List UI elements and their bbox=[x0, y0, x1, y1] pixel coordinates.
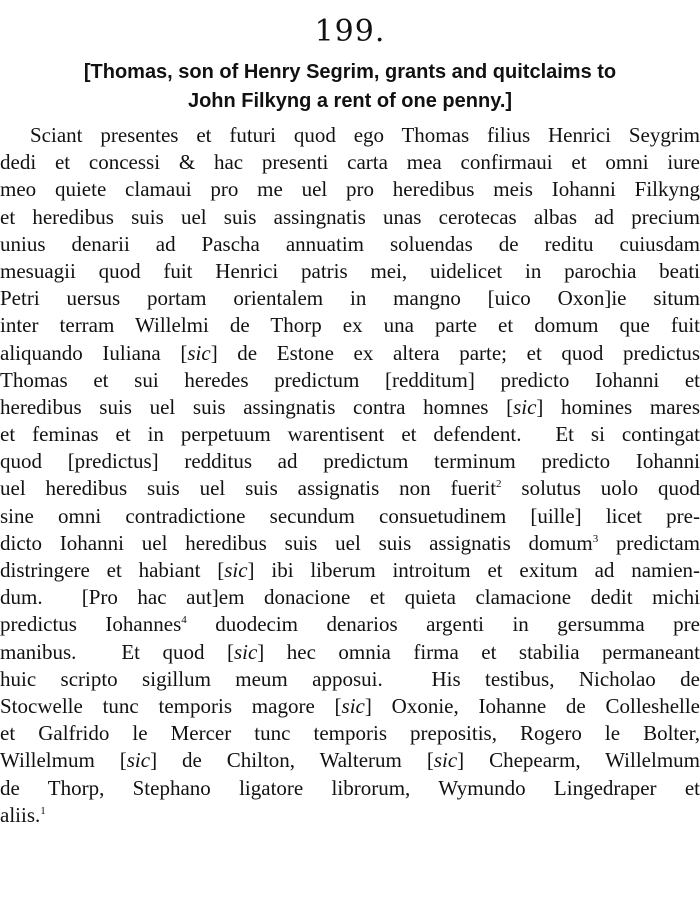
text-line: quod [predictus] redditus ad predictum terminum predicto Iohanni bbox=[0, 449, 700, 474]
heading-line: John Filkyng a rent of one penny.] bbox=[187, 90, 513, 112]
text-line: Thomas et sui heredes predictum [redditum] predicto Iohanni et bbox=[0, 367, 700, 392]
text-line: sine omni contradictione secundum consuetudinem [uille] licet pre- bbox=[0, 503, 700, 528]
text-line: et heredibus suis uel suis assingnatis unas cerotecas albas ad precium bbox=[0, 204, 700, 229]
text-line: Petri uersus portam orientalem in mangno [uico Oxon]ie situm bbox=[0, 286, 700, 311]
sic-mark: sic bbox=[224, 558, 248, 582]
text-line: inter terram Willelmi de Thorp ex una parte et domum que fuit bbox=[0, 313, 700, 338]
text-line: et feminas et in perpetuum warentisent et defendent. Et si contingat bbox=[0, 422, 700, 447]
text-line: huic scripto sigillum meum apposui. His testibus, Nicholao de bbox=[0, 666, 700, 691]
sic-mark: sic bbox=[513, 394, 537, 419]
sic-mark: sic bbox=[187, 340, 211, 365]
text-line: dedi et concessi & hac presenti carta mea confirmaui et omni iure bbox=[0, 150, 700, 175]
text-line: de Thorp, Stephano ligatore librorum, Wymundo Lingedraper et bbox=[0, 775, 700, 800]
text-line: dicto Iohanni uel heredibus suis uel suis assignatis domum$^3$ predictam bbox=[0, 530, 700, 555]
text-line: Willelmum [sic] de Chilton, Walterum [sic] Chepearm, Willelmum bbox=[0, 748, 700, 773]
footnote-marker: 2 bbox=[496, 478, 502, 491]
text-line: uel heredibus suis uel suis assignatis non fuerit$^2$ solutus uolo quod bbox=[0, 476, 700, 501]
text-line: heredibus suis uel suis assingnatis contra homnes [sic] homines mares bbox=[0, 394, 700, 419]
text-line: unius denarii ad Pascha annuatim soluendas de reditu cuiusdam bbox=[0, 231, 700, 256]
sic-mark: sic bbox=[433, 748, 458, 773]
heading-line: [Thomas, son of Henry Segrim, grants and quitclaims to bbox=[83, 61, 617, 83]
page-number: 199. bbox=[314, 14, 386, 49]
text-line: predictus Iohannes$^4$ duodecim denarios argenti in gersumma pre bbox=[0, 612, 700, 637]
text-line: meo quiete clamaui pro me uel pro heredibus meis Iohanni Filkyng bbox=[0, 177, 700, 202]
footnote-marker: 1 bbox=[40, 804, 46, 817]
footnote-marker: 4 bbox=[181, 614, 187, 627]
sic-mark: sic bbox=[341, 693, 365, 718]
text-line: aliquando Iuliana [sic] de Estone ex altera parte; et quod predictus bbox=[0, 340, 700, 365]
sic-mark: sic bbox=[233, 639, 258, 664]
footnote-marker: 3 bbox=[592, 532, 599, 545]
text-line: mesuagii quod fuit Henrici patris mei, uidelicet in parochia beati bbox=[0, 258, 700, 283]
text-line: Sciant presentes et futuri quod ego Thomas filius Henrici Seygrim bbox=[30, 123, 700, 147]
text-line: aliis.$^1$ bbox=[0, 802, 46, 827]
text-line: distringere et habiant [sic] ibi liberum introitum et exitum ad namien- bbox=[0, 558, 700, 582]
text-line: Stocwelle tunc temporis magore [sic] Oxonie, Iohanne de Colleshelle bbox=[0, 693, 700, 718]
text-line: dum. [Pro hac aut]em donacione et quieta clamacione dedit michi bbox=[0, 585, 700, 610]
charter-text bbox=[0, 122, 700, 829]
charter-heading bbox=[14, 58, 686, 116]
text-line: manibus. Et quod [sic] hec omnia firma et stabilia permaneant bbox=[0, 639, 700, 664]
text-line: et Galfrido le Mercer tunc temporis prepositis, Rogero le Bolter, bbox=[0, 721, 700, 746]
sic-mark: sic bbox=[126, 748, 151, 773]
